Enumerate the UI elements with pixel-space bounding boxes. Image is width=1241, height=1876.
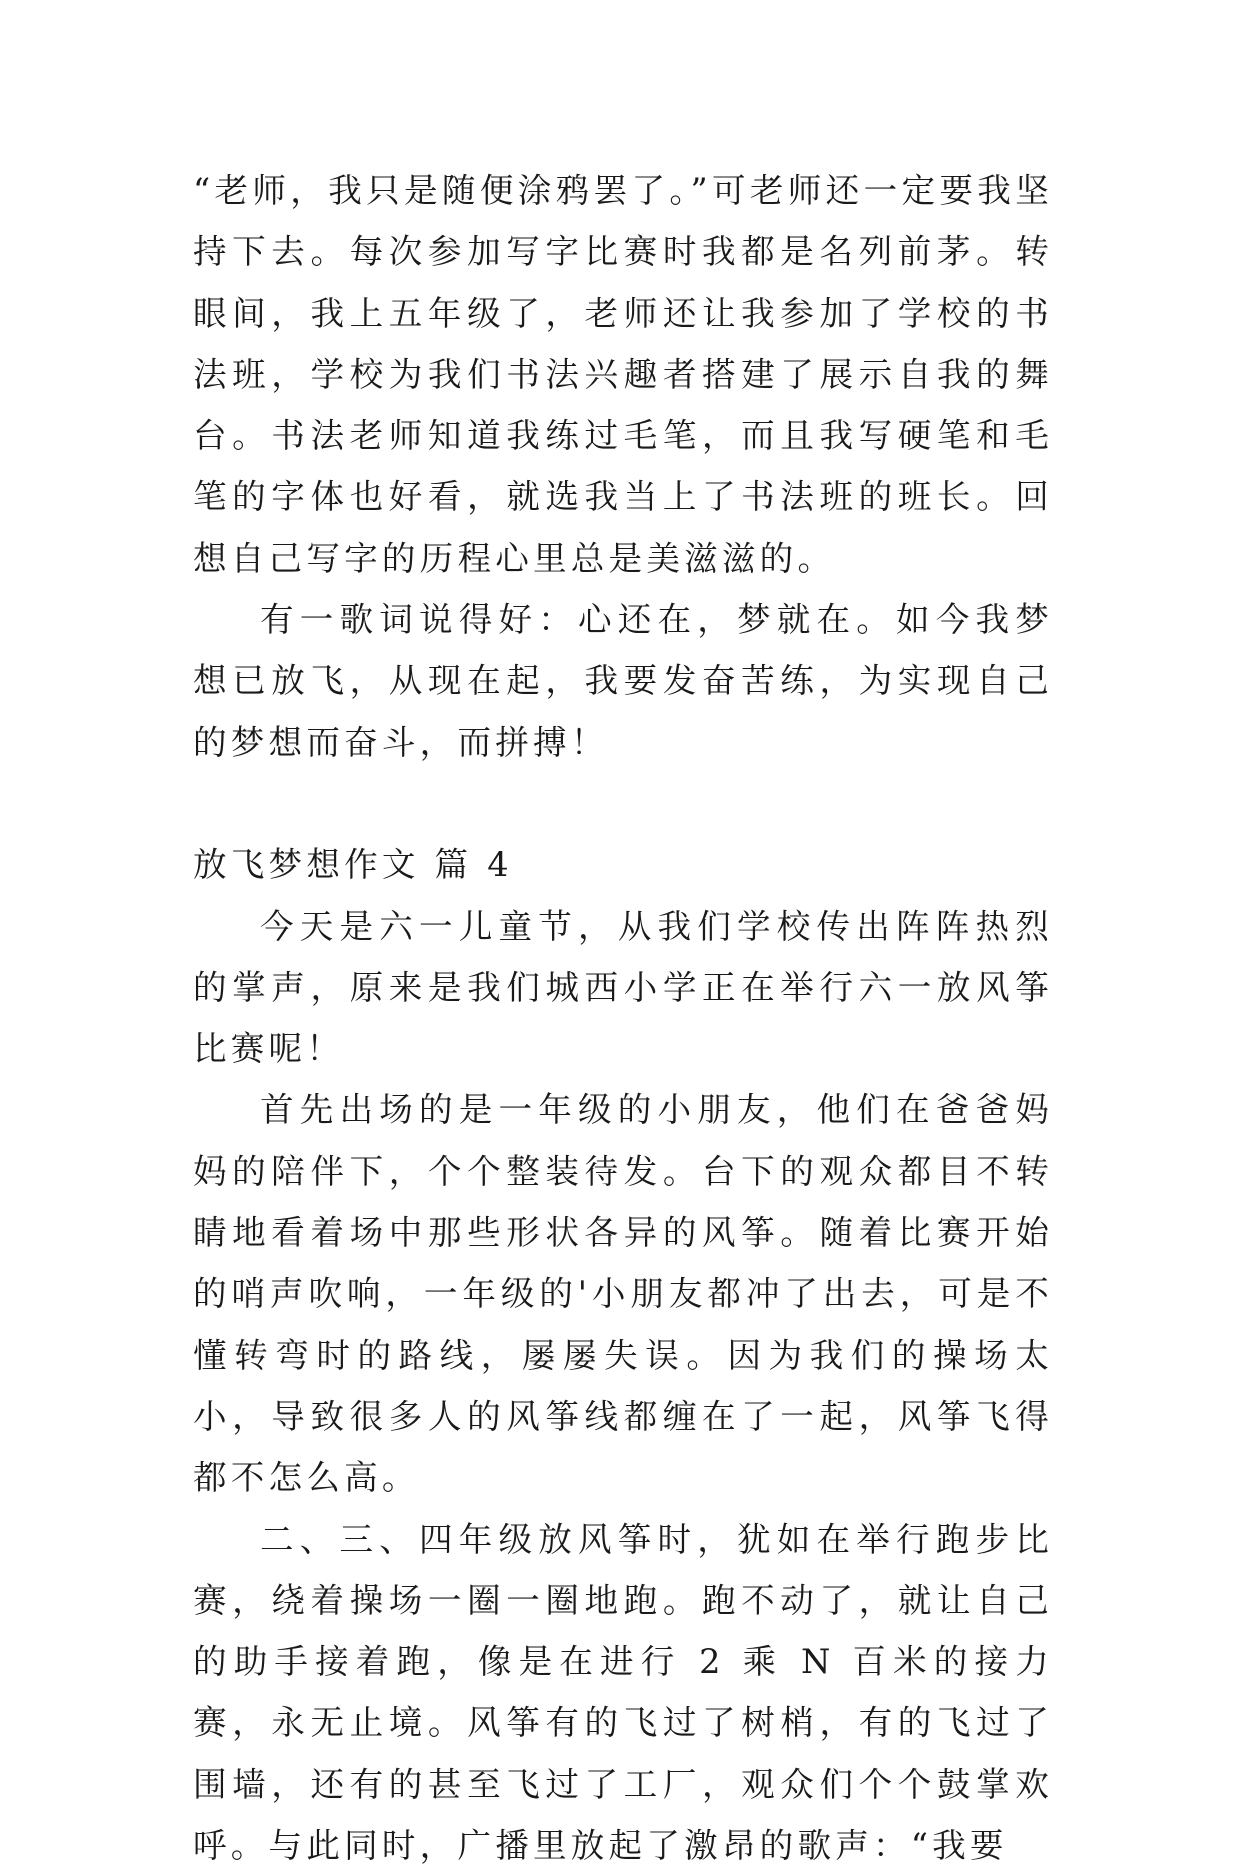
paragraph-lyric: 有一歌词说得好：心还在，梦就在。如今我梦想已放飞，从现在起，我要发奋苦练，为实现自己的梦想而奋斗，而拼搏！ [193,600,1053,762]
paragraph-childrens-day: 今天是六一儿童节，从我们学校传出阵阵热烈的掌声，原来是我们城西小学正在举行六一放风筝比赛呢！ [193,906,1053,1069]
section-spacer [193,773,1053,834]
section-title: 放飞梦想作文 篇 4 [193,845,513,885]
paragraph-grades-two-to-four: 二、三、四年级放风筝时，犹如在举行跑步比赛，绕着操场一圈一圈地跑。跑不动了，就让自己的助手接着跑，像是在进行 2 乘 N 百米的接力赛，永无止境。风筝有的飞过了树梢，有的飞过了围墙，还有的甚至飞过了工厂，观众们个个鼓掌欢呼。与此同时，广播里放起了激昂的歌声：“我要 [193,1519,1053,1866]
paragraph-first-grade: 首先出场的是一年级的小朋友，他们在爸爸妈妈的陪伴下，个个整装待发。台下的观众都目不转睛地看着场中那些形状各异的风筝。随着比赛开始的哨声吹响，一年级的'小朋友都冲了出去，可是不懂转弯时的路线，屡屡失误。因为我们的操场太小，导致很多人的风筝线都缠在了一起，风筝飞得都不怎么高。 [193,1090,1053,1498]
paragraph-continued: “老师，我只是随便涂鸦罢了。”可老师还一定要我坚持下去。每次参加写字比赛时我都是名列前茅。转眼间，我上五年级了，老师还让我参加了学校的书法班，学校为我们书法兴趣者搭建了展示自我的舞台。书法老师知道我练过毛笔，而且我写硬笔和毛笔的字体也好看，就选我当上了书法班的班长。回想自己写字的历程心里总是美滋滋的。 [193,171,1053,578]
document-page [193,160,1053,1876]
